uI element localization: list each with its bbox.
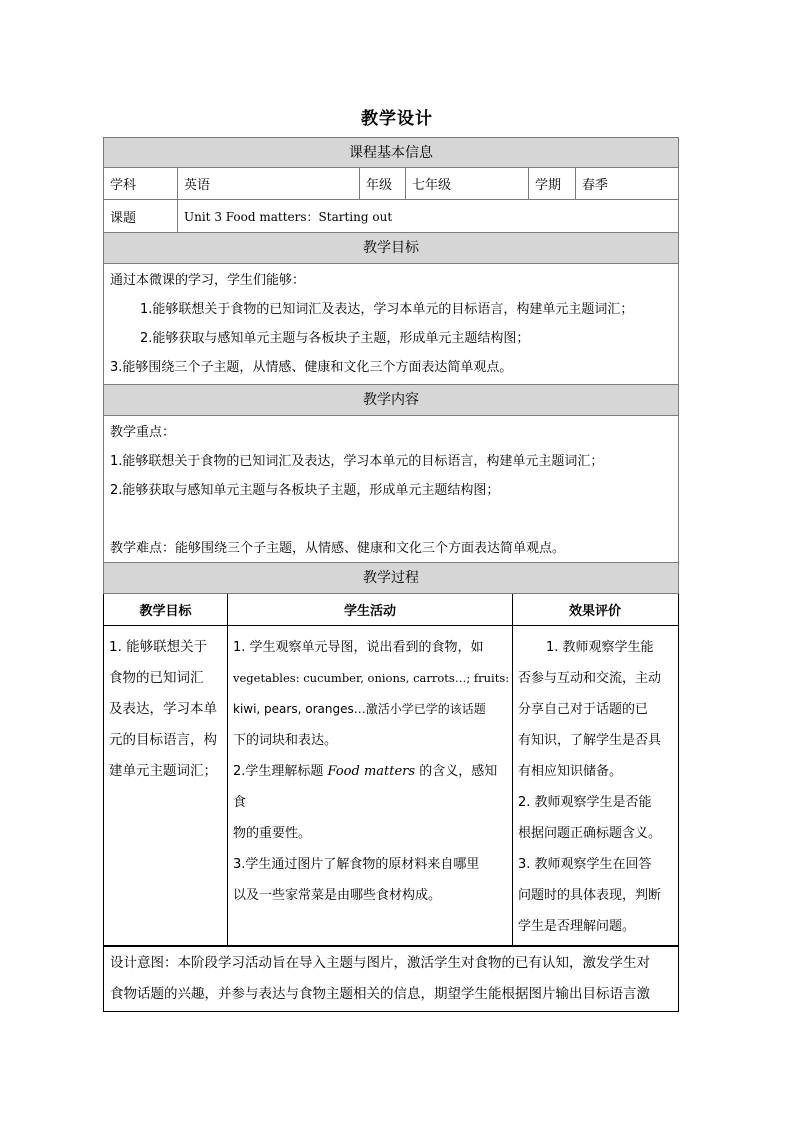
process-evaluation-cell — [513, 626, 677, 945]
activity-line: 物的重要性。 — [233, 826, 312, 841]
topic-row — [103, 200, 679, 233]
eval-line: 3. 教师观察学生在回答 — [518, 857, 652, 872]
eval-line: 根据问题正确标题含义。 — [518, 826, 662, 841]
goal-item-1: 1.能够联想关于食物的已知词汇及表达，学习本单元的目标语言，构建单元主题词汇； — [140, 302, 634, 317]
process-column-headers — [104, 594, 678, 626]
goal-line: 及表达，学习本单 — [109, 701, 217, 717]
activity-2: 2.学生理解标题 Food matters 的含义，感知食 — [233, 764, 498, 810]
col-header-evaluation: 效果评价 — [568, 604, 621, 619]
goals-header: 教学目标 — [103, 233, 679, 264]
eval-line: 有相应知识储备。 — [518, 764, 623, 779]
content-header: 教学内容 — [103, 385, 679, 416]
subject-value: 英语 — [178, 168, 360, 199]
design-intent — [103, 946, 679, 1012]
goal-item-2: 2.能够获取与感知单元主题与各板块子主题，形成单元主题结构图； — [140, 331, 530, 346]
goals-block — [103, 264, 679, 385]
grade-value: 七年级 — [406, 168, 529, 199]
document-title: 教学设计 — [361, 109, 433, 129]
topic-label: 课题 — [104, 200, 178, 232]
subject-label: 学科 — [104, 168, 178, 199]
food-matters-title: Food matters — [327, 764, 416, 779]
process-table — [103, 594, 679, 946]
design-intent-line: 食物话题的兴趣，并参与表达与食物主题相关的信息，期望学生能根据图片输出目标语言激 — [110, 986, 650, 1002]
goals-intro: 通过本微课的学习，学生们能够： — [110, 273, 306, 288]
goal-line: 1. 能够联想关于 — [109, 639, 208, 655]
activity-line: vegetables: cucumber, onions, carrots…; fruits: — [233, 671, 510, 685]
goal-line: 建单元主题词汇； — [109, 763, 217, 779]
goal-line: 元的目标语言，构 — [109, 732, 217, 748]
activity-line: 1. 学生观察单元导图，说出看到的食物，如 — [233, 640, 484, 655]
process-header: 教学过程 — [103, 563, 679, 594]
eval-line: 有知识，了解学生是否具 — [518, 733, 662, 748]
col-header-activity: 学生活动 — [228, 594, 513, 625]
key-point-2: 2.能够获取与感知单元主题与各板块子主题，形成单元主题结构图； — [110, 483, 500, 498]
process-row — [104, 626, 678, 945]
term-value: 春季 — [582, 178, 609, 193]
basic-info-row — [103, 168, 679, 200]
eval-line: 否参与互动和交流，主动 — [518, 671, 662, 686]
col-header-goal: 教学目标 — [104, 594, 228, 625]
key-point-1: 1.能够联想关于食物的已知词汇及表达，学习本单元的目标语言，构建单元主题词汇； — [110, 454, 604, 469]
basic-info-header: 课程基本信息 — [103, 137, 679, 168]
activity-line: kiwi, pears, oranges…激活小学已学的该话题 — [233, 702, 486, 716]
process-goal-cell — [104, 626, 228, 945]
content-block — [103, 416, 679, 563]
key-points-label: 教学重点： — [110, 425, 176, 440]
goal-line: 食物的已知词汇 — [109, 670, 204, 686]
goal-item-3: 3.能够围绕三个子主题，从情感、健康和文化三个方面表达简单观点。 — [110, 360, 513, 375]
eval-line: 分享自己对于话题的已 — [518, 702, 649, 717]
eval-line: 1. 教师观察学生能 — [546, 640, 654, 655]
topic-value: Unit 3 Food matters：Starting out — [184, 209, 393, 224]
lesson-plan-table — [103, 137, 679, 1012]
term-label: 学期 — [529, 168, 576, 199]
activity-line: 以及一些家常菜是由哪些食材构成。 — [233, 888, 442, 903]
process-activity-cell — [228, 626, 513, 945]
eval-line: 学生是否理解问题。 — [518, 919, 636, 934]
design-intent-line: 设计意图：本阶段学习活动旨在导入主题与图片，激活学生对食物的已有认知，激发学生对 — [110, 955, 650, 971]
eval-line: 2. 教师观察学生是否能 — [518, 795, 652, 810]
difficulty: 教学难点：能够围绕三个子主题，从情感、健康和文化三个方面表达简单观点。 — [110, 541, 566, 556]
grade-label: 年级 — [360, 168, 406, 199]
activity-line: 下的词块和表达。 — [233, 733, 338, 748]
eval-line: 问题时的具体表现，判断 — [518, 888, 662, 903]
activity-line: 3.学生通过图片了解食物的原材料来自哪里 — [233, 857, 480, 872]
